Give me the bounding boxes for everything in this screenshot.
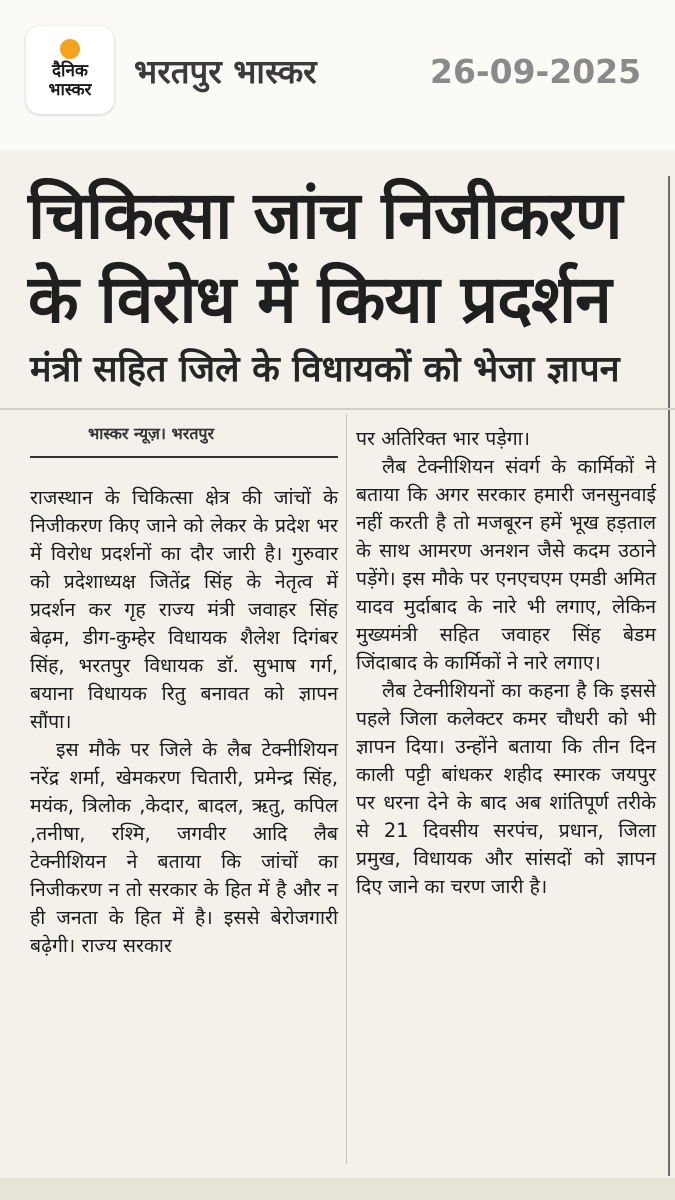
edition-title: भरतपुर भास्कर (134, 52, 317, 91)
headline-line-2: के विरोध में किया प्रदर्शन (28, 261, 611, 338)
article-column-right (356, 425, 656, 901)
article-column-left (30, 484, 338, 960)
paragraph: लैब टेक्नीशियनों का कहना है कि इससे पहले जिला कलेक्टर कमर चौधरी को भी ज्ञापन दिया। उन्होंने बताया कि तीन दिन काली पट्टी बांधकर शहीद स्मारक जयपुर पर धरना देने के बाद अब शांतिपूर्ण तरीके से 21 दिवसीय सरपंच, प्रधान, जिला प्रमुख, विधायक और सांसदों को ज्ञापन दिए जाने का चरण जारी है। (356, 679, 656, 898)
logo-text-line1: दैनिक (52, 61, 88, 81)
edition-date: 26-09-2025 (430, 52, 642, 91)
column-divider (346, 414, 347, 1164)
dainik-bhaskar-logo[interactable] (26, 26, 114, 114)
byline-box (30, 416, 338, 458)
app-header (0, 0, 675, 150)
sun-icon (60, 39, 80, 59)
next-article-strip (0, 1178, 675, 1200)
logo-text-line2: भास्कर (48, 80, 92, 100)
subheadline: मंत्री सहित जिले के विधायकों को भेजा ज्ञापन (30, 349, 620, 390)
headline-line-1: चिकित्सा जांच निजीकरण (28, 177, 622, 254)
paragraph: पर अतिरिक्त भार पड़ेगा। (356, 427, 530, 450)
paragraph: इस मौके पर जिले के लैब टेक्नीशियन नरेंद्र शर्मा, खेमकरण चितारी, प्रमेन्द्र सिंह, मयंक, त्रिलोक ,केदार, बादल, ऋतु, कपिल ,तनीषा, रश्मि, जगवीर आदि लैब टेक्नीशियन ने बताया कि जांचों का निजीकरण न तो सरकार के हित में है और न ही जनता के हित में है। इससे बेरोजगारी बढ़ेगी। राज्य सरकार (30, 738, 338, 957)
page-edge-line (668, 176, 670, 1176)
byline: भास्कर न्यूज़। भरतपुर (88, 424, 215, 443)
paragraph: राजस्थान के चिकित्सा क्षेत्र की जांचों के निजीकरण किए जाने को लेकर के प्रदेश भर में विरोध प्रदर्शनों का दौर जारी है। गुरुवार को प्रदेशाध्यक्ष जितेंद्र सिंह के नेतृत्व में प्रदर्शन कर गृह राज्य मंत्री जवाहर सिंह बेढ़म, डीग-कुम्हेर विधायक शैलेश दिगंबर सिंह, भरतपुर विधायक डॉ. सुभाष गर्ग, बयाना विधायक रितु बनावत को ज्ञापन सौंपा। (30, 486, 338, 733)
paragraph: लैब टेक्नीशियन संवर्ग के कार्मिकों ने बताया कि अगर सरकार हमारी जनसुनवाई नहीं करती है तो मजबूरन हमें भूख हड़ताल के साथ आमरण अनशन जैसे कदम उठाने पड़ेंगे। इस मौके पर एनएचएम एमडी अमित यादव मुर्दाबाद के नारे भी लगाए, लेकिन मुख्यमंत्री सहित जवाहर सिंह बेडम जिंदाबाद के कार्मिकों ने नारे लगाए। (356, 455, 656, 674)
divider (0, 408, 675, 410)
